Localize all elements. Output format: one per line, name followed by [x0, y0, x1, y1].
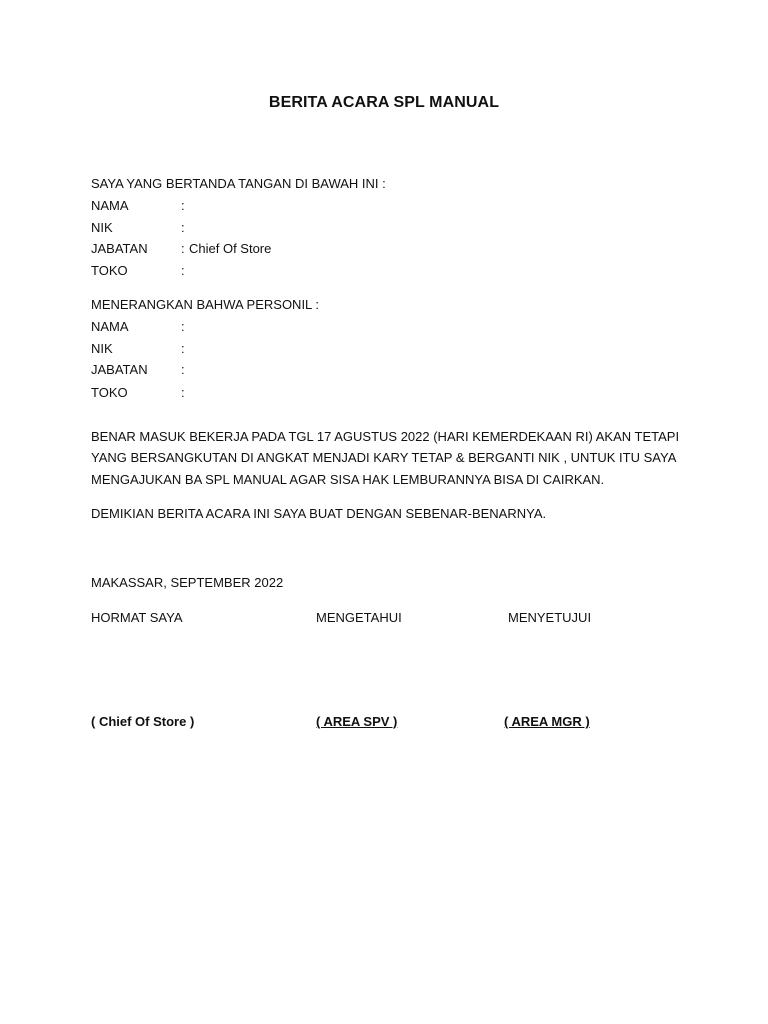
sig-menyetujui-name: ( AREA MGR )	[504, 714, 590, 729]
personnel-nik-label: NIK	[91, 341, 113, 356]
personnel-jabatan-label: JABATAN	[91, 362, 148, 377]
body-line-3: MENGAJUKAN BA SPL MANUAL AGAR SISA HAK LEMBURANNYA BISA DI CAIRKAN.	[91, 472, 605, 487]
place-date: MAKASSAR, SEPTEMBER 2022	[91, 575, 284, 590]
personnel-toko-label: TOKO	[91, 385, 128, 400]
declarant-jabatan-value: Chief Of Store	[189, 241, 272, 256]
declarant-toko-label: TOKO	[91, 263, 128, 278]
sig-mengetahui-name: ( AREA SPV )	[316, 714, 398, 729]
personnel-nama-label: NAMA	[91, 319, 129, 334]
declarant-nama-colon: :	[181, 198, 185, 213]
declarant-nama-label: NAMA	[91, 198, 129, 213]
sig-menyetujui-label: MENYETUJUI	[508, 610, 592, 625]
personnel-toko-colon: :	[181, 385, 185, 400]
sig-mengetahui-label: MENGETAHUI	[316, 610, 402, 625]
declarant-jabatan-colon: :	[181, 241, 185, 256]
body-line-1: BENAR MASUK BEKERJA PADA TGL 17 AGUSTUS 2022 (HARI KEMERDEKAAN RI) AKAN TETAPI	[91, 429, 680, 444]
personnel-nama-colon: :	[181, 319, 185, 334]
declarant-nik-label: NIK	[91, 220, 113, 235]
personnel-intro: MENERANGKAN BAHWA PERSONIL :	[91, 297, 320, 312]
personnel-nik-colon: :	[181, 341, 185, 356]
sig-hormat-label: HORMAT SAYA	[91, 610, 183, 625]
closing-statement: DEMIKIAN BERITA ACARA INI SAYA BUAT DENGAN SEBENAR-BENARNYA.	[91, 506, 547, 521]
declarant-toko-colon: :	[181, 263, 185, 278]
body-line-2: YANG BERSANGKUTAN DI ANGKAT MENJADI KARY TETAP & BERGANTI NIK , UNTUK ITU SAYA	[91, 450, 677, 465]
personnel-jabatan-colon: :	[181, 362, 185, 377]
declarant-jabatan-label: JABATAN	[91, 241, 148, 256]
document-title: BERITA ACARA SPL MANUAL	[268, 94, 500, 111]
sig-hormat-name: ( Chief Of Store )	[91, 714, 195, 729]
declarant-nik-colon: :	[181, 220, 185, 235]
declarant-intro: SAYA YANG BERTANDA TANGAN DI BAWAH INI :	[91, 176, 386, 191]
